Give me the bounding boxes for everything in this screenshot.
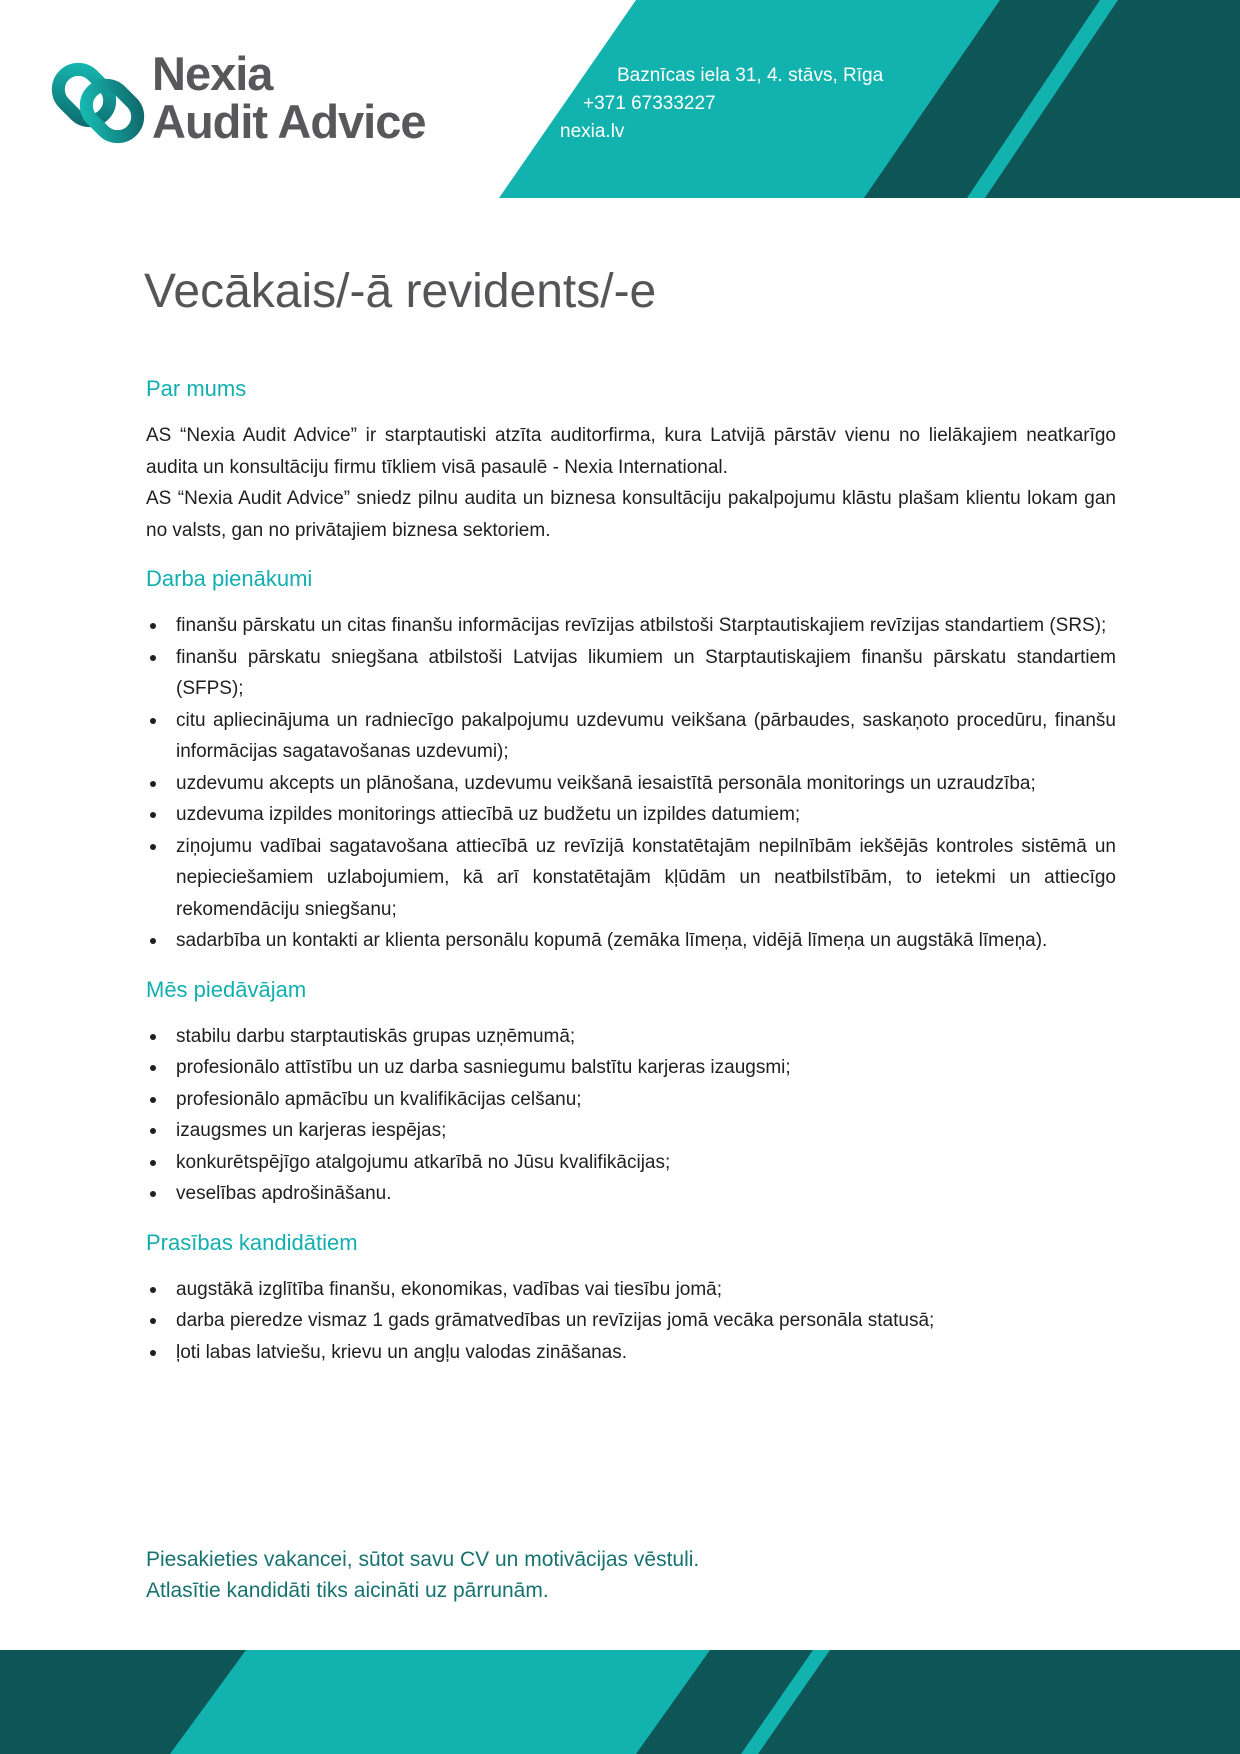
logo-line-2: Audit Advice — [152, 95, 426, 148]
about-paragraph: AS “Nexia Audit Advice” sniedz pilnu audita un biznesa konsultāciju pakalpojumu klāstu plašam klientu lokam gan no valsts, gan no privātajiem biznesa sektoriem. — [146, 488, 1116, 541]
contact-address: Baznīcas iela 31, 4. stāvs, Rīga — [617, 65, 884, 86]
page-title: Vecākais/-ā revidents/-e — [144, 265, 657, 318]
list-item: izaugsmes un karjeras iespējas; — [146, 1115, 1116, 1147]
logo-wordmark — [152, 47, 426, 148]
list-item: ļoti labas latviešu, krievu un angļu valodas zināšanas. — [146, 1337, 1116, 1369]
list-item: citu apliecinājuma un radniecīgo pakalpojumu uzdevumu veikšana (pārbaudes, saskaņoto procedūru, finanšu informācijas sagatavošanas uzdevumi); — [146, 705, 1116, 768]
list-item: finanšu pārskatu un citas finanšu informācijas revīzijas atbilstoši Starptautiskajiem revīzijas standartiem (SRS); — [146, 610, 1116, 642]
list-item: sadarbība un kontakti ar klienta personālu kopumā (zemāka līmeņa, vidējā līmeņa un augstākā līmeņa). — [146, 925, 1116, 957]
nexia-loop-icon — [50, 55, 146, 151]
list-item: uzdevumu akcepts un plānošana, uzdevumu veikšanā iesaistītā personāla monitorings un uzraudzība; — [146, 768, 1116, 800]
section-heading-offer: Mēs piedāvājam — [146, 976, 307, 1002]
section-heading-duties: Darba pienākumi — [146, 566, 313, 591]
duties-list — [146, 610, 1116, 957]
list-item: stabilu darbu starptautiskās grupas uzņēmumā; — [146, 1021, 1116, 1053]
closing-line-1: Piesakieties vakancei, sūtot savu CV un motivācijas vēstuli. — [146, 1548, 700, 1571]
contact-phone[interactable]: +371 67333227 — [583, 93, 716, 114]
section-requirements — [146, 1228, 1116, 1369]
closing-note — [146, 1544, 699, 1606]
footer-teal-shape — [170, 1650, 710, 1754]
list-item: konkurētspējīgo atalgojumu atkarībā no Jūsu kvalifikācijas; — [146, 1147, 1116, 1179]
list-item: uzdevuma izpildes monitorings attiecībā uz budžetu un izpildes datumiem; — [146, 799, 1116, 831]
list-item: darba pieredze vismaz 1 gads grāmatvedības un revīzijas jomā vecāka personāla statusā; — [146, 1305, 1116, 1337]
closing-line-2: Atlasītie kandidāti tiks aicināti uz pārrunām. — [146, 1579, 549, 1602]
list-item: augstākā izglītība finanšu, ekonomikas, vadības vai tiesību jomā; — [146, 1274, 1116, 1306]
list-item: veselības apdrošināšanu. — [146, 1178, 1116, 1210]
section-duties — [146, 564, 1116, 957]
list-item: finanšu pārskatu sniegšana atbilstoši Latvijas likumiem un Starptautiskajiem finanšu pārskatu standartiem (SFPS); — [146, 642, 1116, 705]
contact-website[interactable]: nexia.lv — [560, 121, 625, 142]
about-paragraph: AS “Nexia Audit Advice” ir starptautiski atzīta auditorfirma, kura Latvijā pārstāv vienu no lielākajiem neatkarīgo audita un konsultāciju firmu tīkliem visā pasaulē - Nexia International. — [146, 425, 1116, 478]
list-item: profesionālo apmācību un kvalifikācijas celšanu; — [146, 1084, 1116, 1116]
main-content — [146, 374, 1116, 1386]
footer-banner — [0, 1650, 1240, 1754]
list-item: profesionālo attīstību un uz darba sasniegumu balstītu karjeras izaugsmi; — [146, 1052, 1116, 1084]
requirements-list — [146, 1274, 1116, 1369]
section-about — [146, 374, 1116, 546]
company-logo — [50, 47, 470, 154]
section-heading-about: Par mums — [146, 376, 247, 401]
logo-line-1: Nexia — [152, 47, 273, 100]
section-offer — [146, 975, 1116, 1210]
list-item: ziņojumu vadībai sagatavošana attiecībā uz revīzijā konstatētajām nepilnībām iekšējās kontroles sistēmā un nepieciešamiem uzlabojumiem, kā arī konstatētajām kļūdām un neatbilstībām, to ietekmi un attiecīgo rekomendāciju sniegšanu; — [146, 831, 1116, 926]
offer-list — [146, 1021, 1116, 1210]
section-heading-requirements: Prasības kandidātiem — [146, 1229, 358, 1255]
